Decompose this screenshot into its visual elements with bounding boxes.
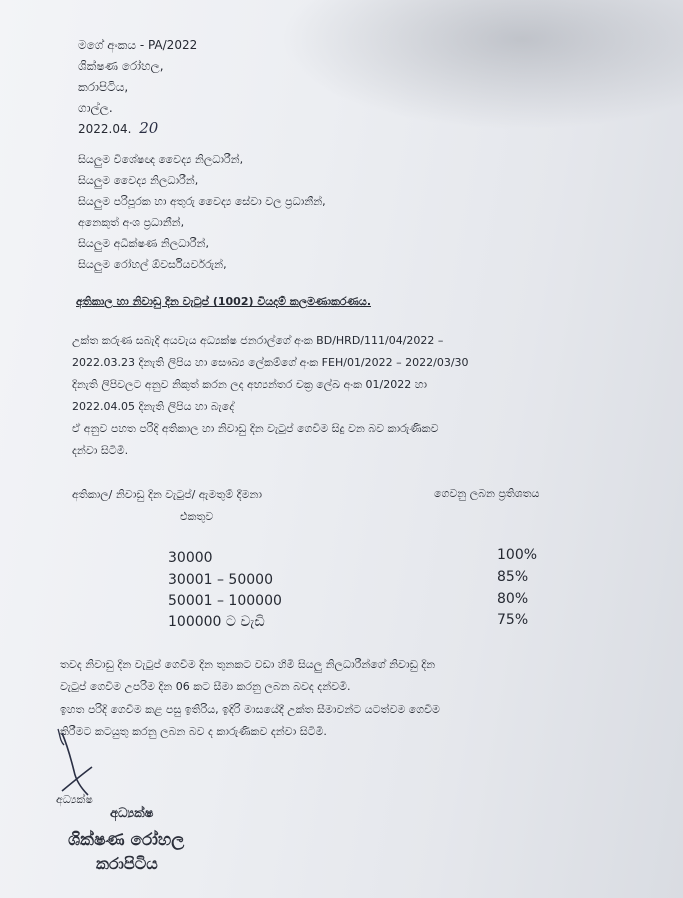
recipient-4: අනෙකුත් අංශ ප්‍රධානීන්, xyxy=(78,216,185,229)
table-row-percent: 100% xyxy=(497,547,538,563)
para1-line-5: ඒ අනුව පහත පරිදි අතිකාල හා නිවාඩු දින වැටුප් ගෙවීම සිදු වන බව කාරුණිකව xyxy=(72,422,439,435)
signature-title: අධ්‍යක්ෂ xyxy=(56,793,93,806)
reference-number: මගේ අංකය - PA/2022 xyxy=(78,38,198,52)
recipient-6: සියලුම රෝහල් ඕවර්සියර්වරුන්, xyxy=(78,258,227,271)
photo-shadow xyxy=(280,0,683,130)
stamp-line-3: කරාපිටිය xyxy=(96,854,158,873)
address-line-3: ගාල්ල. xyxy=(78,101,113,115)
signature-mark xyxy=(48,725,118,797)
date-handwritten: 20 xyxy=(139,119,159,137)
table-row-range: 100000 ට වැඩි xyxy=(168,614,265,630)
stamp-line-1: අධ්‍යක්ෂ xyxy=(110,806,154,821)
table-header-right: ගෙවනු ලබන ප්‍රතිශතය xyxy=(434,487,540,500)
recipient-3: සියලුම පරිපූරක හා අතුරු වෛද්‍ය සේවා වල ප්‍රධානීන්, xyxy=(78,195,326,208)
table-row-range: 30001 – 50000 xyxy=(168,572,273,588)
para2-line-2: වැටුප් ගෙවීම උපරිම දින 06 කට සීමා කරනු ලබන බවද දන්වමි. xyxy=(60,680,351,693)
para2-line-4: කිරීමට කටයුතු කරනු ලබන බව ද කාරුණිකව දන්වා සිටිමි. xyxy=(60,725,327,738)
stamp-line-2: ශික්ෂණ රෝහල xyxy=(68,830,185,850)
letter-subject: අතිකාල හා නිවාඩු දින වැටුප් (1002) වියදම් කලමණාකරණය. xyxy=(76,295,371,308)
table-header-left-sub: එකතුව xyxy=(180,510,214,523)
recipient-2: සියලුම වෛද්‍ය නිලධාරීන්, xyxy=(78,174,199,187)
address-line-1: ශික්ෂණ රෝහල, xyxy=(78,59,164,73)
table-row-range: 30000 xyxy=(168,550,213,566)
letter-date xyxy=(78,120,158,137)
table-row-range: 50001 – 100000 xyxy=(168,593,282,609)
para1-line-6: දන්වා සිටිමි. xyxy=(72,444,129,457)
table-header-left: අතිකාල/ නිවාඩු දින වැටුප්/ ඇමතුම් දීමනා xyxy=(72,488,262,501)
para1-line-2: 2022.03.23 දිනැති ලිපිය හා සෞඛ්‍ය ලේකම්ගේ අංක FEH/01/2022 – 2022/03/30 xyxy=(72,356,469,369)
para1-line-1: උක්ත කරුණ සබැදි අයවැය අධ්‍යක්ෂ ජනරාල්ගේ අංක BD/HRD/111/04/2022 – xyxy=(72,334,444,347)
table-row-percent: 85% xyxy=(497,569,529,585)
address-line-2: කරාපිටිය, xyxy=(78,80,129,94)
date-printed: 2022.04. xyxy=(78,122,132,136)
para2-line-1: තවද නිවාඩු දින වැටුප් ගෙවීම දින තුනකට වඩා හිමි සියලු නිලධාරීන්ගේ නිවාඩු දින xyxy=(60,658,436,671)
table-row-percent: 75% xyxy=(497,612,529,628)
para2-line-3: ඉහත පරිදි ගෙවීම කළ පසු ඉතිරිය, ඉදිරි මාසයේදී උක්ත සීමාවන්ට යටත්වම ගෙවීම xyxy=(60,703,440,716)
recipient-5: සියලුම අධීක්ෂණ නිලධාරීන්, xyxy=(78,237,209,250)
table-row-percent: 80% xyxy=(497,591,529,607)
para1-line-3: දිනැති ලිපිවලට අනුව නිකුත් කරන ලද අභ්‍යන්තර චක්‍ර ලේඛ අංක 01/2022 හා xyxy=(72,378,427,391)
recipient-1: සියලුම විශේෂඥ වෛද්‍ය නිලධාරීන්, xyxy=(78,153,244,166)
para1-line-4: 2022.04.05 දිනැති ලිපිය හා බැදේ xyxy=(72,400,235,413)
